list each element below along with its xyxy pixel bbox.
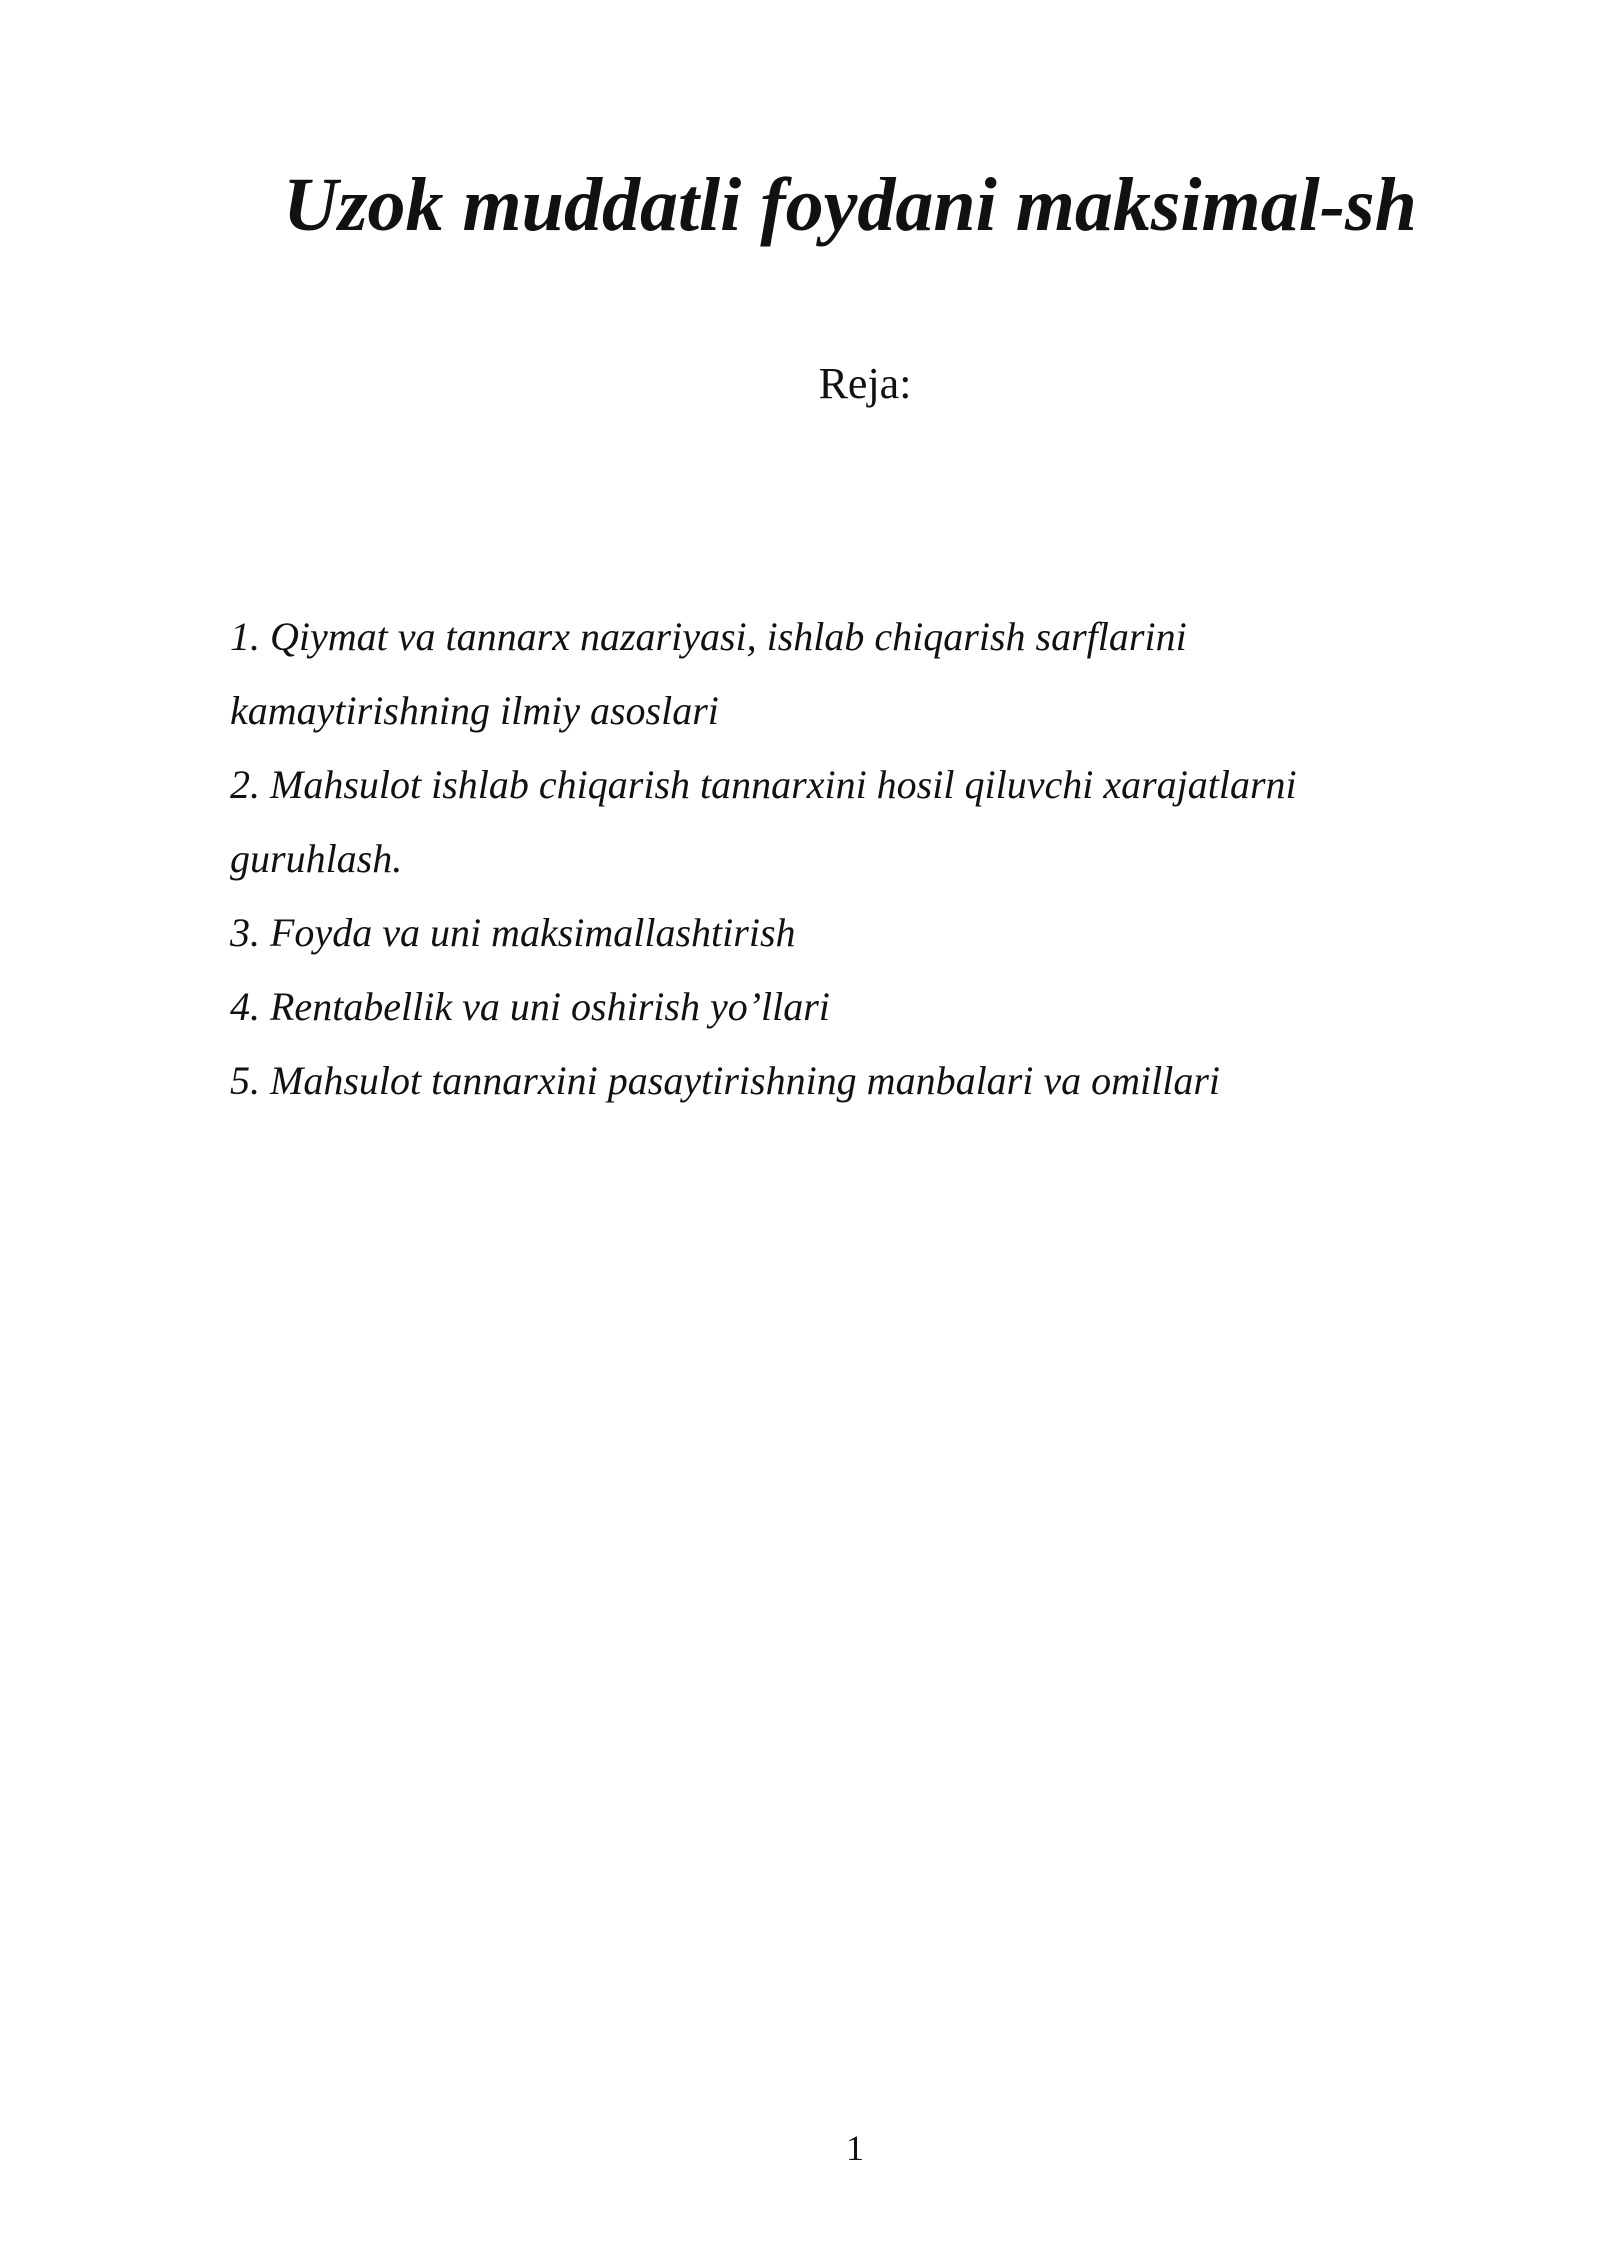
page-number: 1 bbox=[846, 2128, 864, 2168]
plan-list bbox=[230, 600, 1430, 1118]
plan-heading: Reja: bbox=[818, 359, 912, 408]
plan-item-5: 5. Mahsulot tannarxini pasaytirishning manbalari va omillari bbox=[230, 1058, 1221, 1103]
plan-item-3: 3. Foyda va uni maksimallashtirish bbox=[230, 910, 796, 955]
plan-item-2-line-1: 2. Mahsulot ishlab chiqarish tannarxini hosil qiluvchi xarajatlarni bbox=[230, 762, 1297, 807]
plan-item-4: 4. Rentabellik va uni oshirish yo’llari bbox=[230, 984, 830, 1029]
plan-item-1-line-2: kamaytirishning ilmiy asoslari bbox=[230, 688, 719, 733]
plan-item-2-line-2: guruhlash. bbox=[230, 836, 403, 881]
plan-item-1-line-1: 1. Qiymat va tannarx nazariyasi, ishlab chiqarish sarflarini bbox=[230, 614, 1187, 659]
document-title: Uzok muddatli foydani maksimal-sh bbox=[283, 163, 1417, 247]
